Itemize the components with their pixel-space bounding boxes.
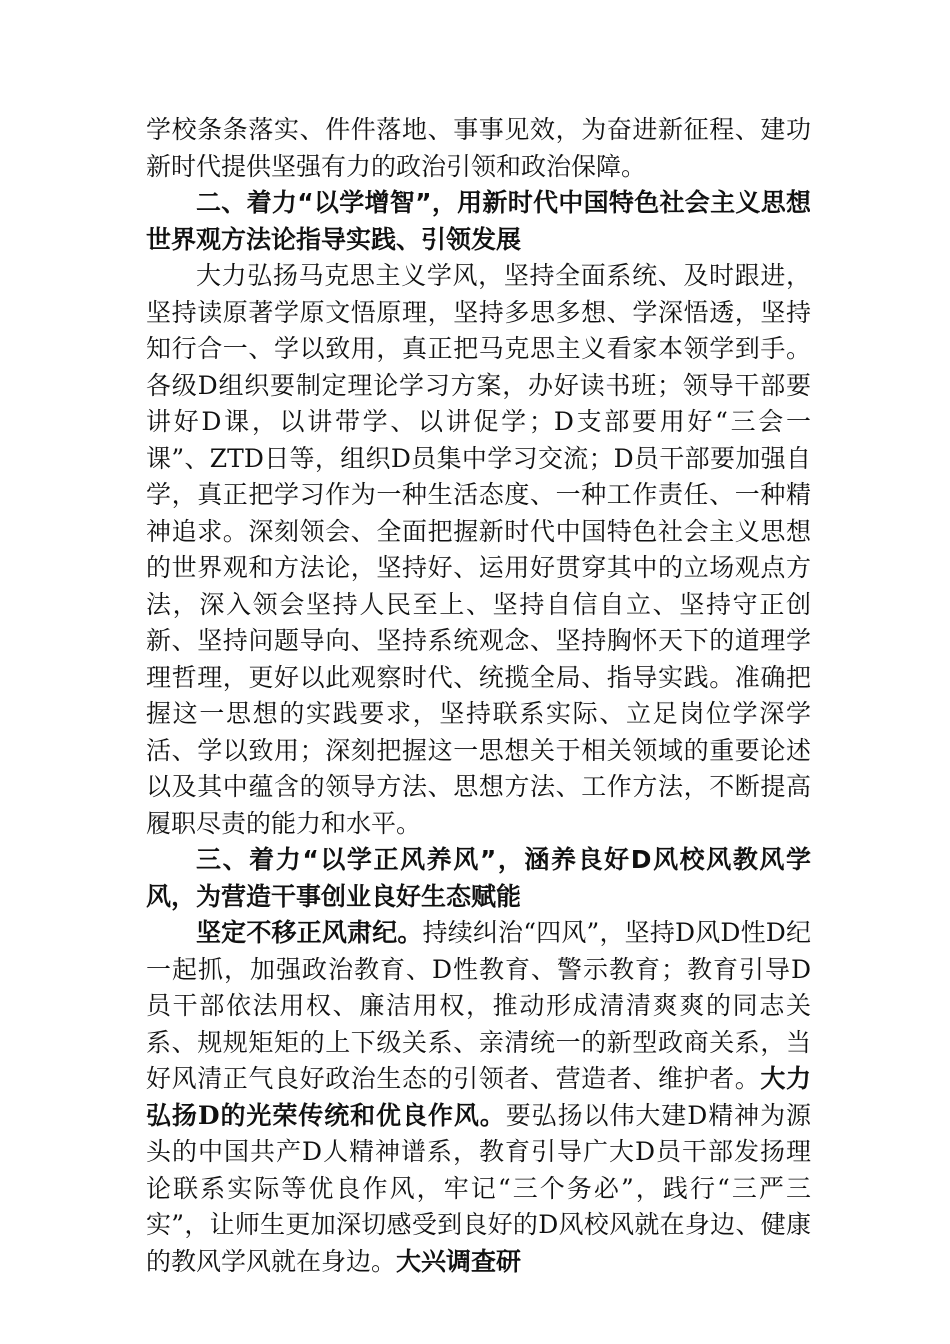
section-heading-2: 二、着力“以学增智”，用新时代中国特色社会主义思想世界观方法论指导实践、引领发展	[146, 188, 811, 254]
bold-lead-2: 大力弘扬D的光荣传统和优良作风。	[146, 1064, 811, 1130]
body-text-2: 要弘扬以伟大建D精神为源头的中国共产D人精神谱系，教育引导广大D员干部发扬理论联系实际等优良作风，牢记“三个务必”，践行“三严三实”，让师生更加深切感受到良好的D风校风就在身边、健康的教风学风就在身边。	[146, 1100, 812, 1276]
section-heading-3: 三、着力“以学正风养风”，涵养良好D风校风教风学风，为营造干事创业良好生态赋能	[146, 845, 811, 911]
document-body	[146, 112, 811, 1280]
bold-lead-3: 大兴调查研	[396, 1246, 522, 1276]
body-text-1: 持续纠治“四风”，坚持D风D性D纪一起抓，加强政治教育、D性教育、警示教育；教育引导D员干部依法用权、廉洁用权，推动形成清清爽爽的同志关系、规规矩矩的上下级关系、亲清统一的新型政商关系，当好风清正气良好政治生态的引领者、营造者、维护者。	[146, 918, 811, 1093]
paragraph-section-2: 大力弘扬马克思主义学风，坚持全面系统、及时跟进，坚持读原著学原文悟原理，坚持多思多想、学深悟透，坚持知行合一、学以致用，真正把马克思主义看家本领学到手。各级D组织要制定理论学习方案，办好读书班；领导干部要讲好D课，以讲带学、以讲促学；D支部要用好“三会一课”、ZTD日等，组织D员集中学习交流；D员干部要加强自学，真正把学习作为一种生活态度、一种工作责任、一种精神追求。深刻领会、全面把握新时代中国特色社会主义思想的世界观和方法论，坚持好、运用好贯穿其中的立场观点方法，深入领会坚持人民至上、坚持自信自立、坚持守正创新、坚持问题导向、坚持系统观念、坚持胸怀天下的道理学理哲理，更好以此观察时代、统揽全局、指导实践。准确把握这一思想的实践要求，坚持联系实际、立足岗位学深学活、学以致用；深刻把握这一思想关于相关领域的重要论述以及其中蕴含的领导方法、思想方法、工作方法，不断提高履职尽责的能力和水平。	[146, 261, 811, 838]
paragraph-continued: 学校条条落实、件件落地、事事见效，为奋进新征程、建功新时代提供坚强有力的政治引领和政治保障。	[146, 115, 811, 181]
bold-lead-1: 坚定不移正风肃纪。	[196, 918, 423, 947]
paragraph-section-3	[146, 915, 811, 1280]
